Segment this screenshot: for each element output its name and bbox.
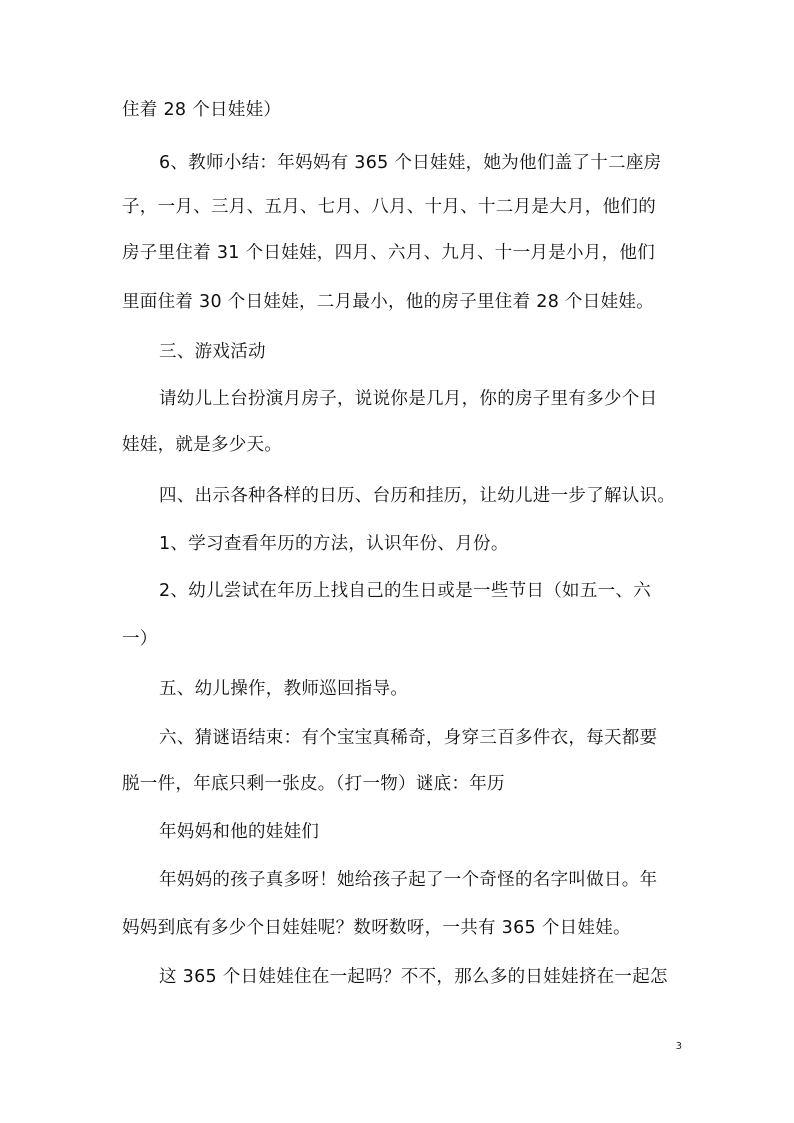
text-line-15: 脱一件，年底只剩一张皮。（打一物）谜底：年历 <box>122 774 505 794</box>
text-line-3: 子，一月、三月、五月、七月、八月、十月、十二月是大月，他们的 <box>122 197 656 217</box>
text-line-9: 四、出示各种各样的日历、台历和挂历，让幼儿进一步了解认识。 <box>159 486 676 506</box>
text-line-13: 五、幼儿操作，教师巡回指导。 <box>159 679 409 699</box>
page-number: 3 <box>675 1041 682 1052</box>
story-title: 年妈妈和他的娃娃们 <box>159 822 320 842</box>
text-line-19: 这 365 个日娃娃住在一起吗？不不，那么多的日娃娃挤在一起怎 <box>159 967 668 987</box>
text-line-4: 房子里住着 31 个日娃娃，四月、六月、九月、十一月是小月，他们 <box>122 243 655 263</box>
text-line-5: 里面住着 30 个日娃娃，二月最小，他的房子里住着 28 个日娃娃。 <box>122 292 654 312</box>
text-line-12: 一） <box>122 629 158 649</box>
text-line-14: 六、猜谜语结束：有个宝宝真稀奇，身穿三百多件衣，每天都要 <box>159 728 658 748</box>
text-line-2: 6、教师小结：年妈妈有 365 个日娃娃，她为他们盖了十二座房 <box>159 153 662 173</box>
text-line-17: 年妈妈的孩子真多呀！她给孩子起了一个奇怪的名字叫做日。年 <box>159 870 658 890</box>
text-line-7: 请幼儿上台扮演月房子，说说你是几月，你的房子里有多少个日 <box>159 389 658 409</box>
text-line-11: 2、幼儿尝试在年历上找自己的生日或是一些节日（如五一、六 <box>159 581 652 601</box>
text-line-18: 妈妈到底有多少个日娃娃呢？数呀数呀，一共有 365 个日娃娃。 <box>122 918 631 938</box>
text-line-8: 娃娃，就是多少天。 <box>122 435 283 455</box>
text-line-1: 住着 28 个日娃娃） <box>122 100 282 120</box>
section-heading-games: 三、游戏活动 <box>159 342 266 362</box>
text-line-10: 1、学习查看年历的方法，认识年份、月份。 <box>159 534 509 554</box>
